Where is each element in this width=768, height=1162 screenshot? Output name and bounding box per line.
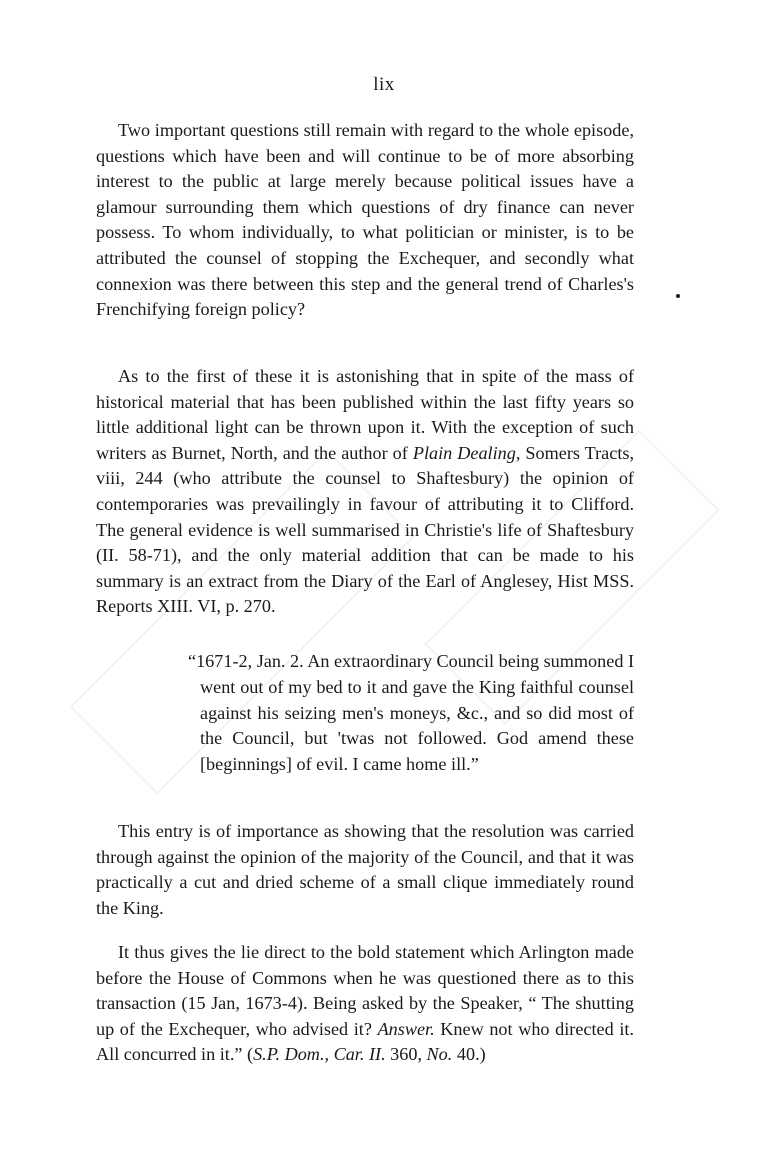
paragraph-4 [96,940,634,1068]
paragraph-3 [96,819,634,921]
paragraph-2-italic-title: Plain Dealing, [412,442,521,463]
block-quote: “1671-2, Jan. 2. An extraordinary Council being summoned I went out of my bed to it and gave the King faithful counsel against his seizing men's moneys, &c., and so did most of the Council, but 'twas not followed. God amend these [beginnings] of evil. I came home ill.” [188,651,635,775]
paragraph-4-italic-answer: Answer. [377,1018,435,1039]
paragraph-4-text-d: 40.) [452,1044,486,1065]
paragraph-4-text-b: Knew not who directed it. All concurred in it.” ( [96,1018,634,1065]
stray-ink-dot [676,294,680,298]
page-number: lix [373,74,395,95]
paragraph-4-text-a: It thus gives the lie direct to the bold statement which Arlington made before the House of Commons when he was questioned there as to this transaction (15 Jan, 1673-4). Being asked by the Speaker, “ The shutting up of the Exchequer, who advised it? [96,942,634,1039]
paragraph-2 [96,364,634,620]
paragraph-4-text-c: 360, [385,1044,427,1065]
paragraph-4-italic-ref: S.P. Dom., Car. II. [253,1044,386,1065]
paragraph-2-text-b: Somers Tracts, viii, 244 (who attribute the counsel to Shaftesbury) the opinion of contemporaries was prevailingly in favour of attributing it to Clifford. The general evidence is well summarised in Christie's life of Shaftesbury (II. 58-71), and the only material addition that can be made to his summary is an extract from the Diary of the Earl of Anglesey, Hist MSS. Reports XIII. VI, p. 270. [96,442,635,617]
paragraph-2-text-a: As to the first of these it is astonishing that in spite of the mass of historical material that has been published within the last fifty years so little additional light can be thrown upon it. With the exception of such writers as Burnet, North, and the author of [96,366,634,463]
paragraph-3-text: This entry is of importance as showing that the resolution was carried through against the opinion of the majority of the Council, and that it was practically a cut and dried scheme of a small clique immediately round the King. [96,821,634,918]
paragraph-1 [96,118,634,323]
paragraph-1-text: Two important questions still remain with regard to the whole episode, questions which have been and will continue to be of more absorbing interest to the public at large merely because political issues have a glamour surrounding them which questions of dry finance can never possess. To whom individually, to what politician or minister, is to be attributed the counsel of stopping the Exchequer, and secondly what connexion was there between this step and the general trend of Charles's Frenchifying foreign policy? [96,120,634,320]
paragraph-4-italic-no: No. [426,1044,453,1065]
